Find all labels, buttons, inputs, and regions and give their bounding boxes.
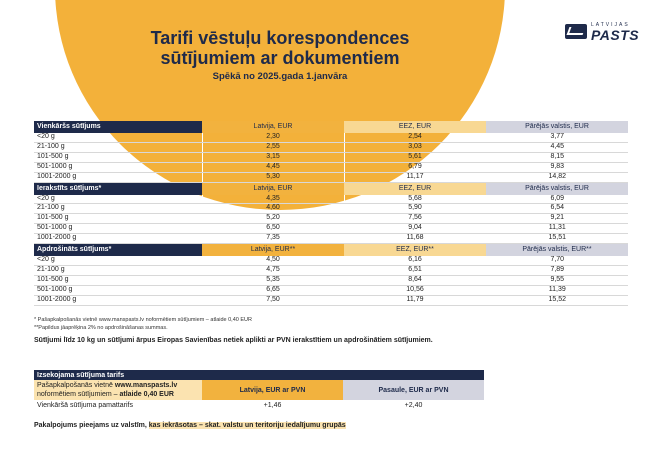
price-cell-latvia: 5,30 [202,172,344,182]
column-header-other: Pārējās valstis, EUR** [486,244,628,257]
price-cell-other: 7,70 [486,256,628,265]
tracked-col-world: Pasaule, EUR ar PVN [343,380,484,400]
section-label: Apdrošināts sūtījums* [34,244,202,257]
tracked-title: Izsekojama sūtījuma tarifs [34,370,484,380]
price-cell-eez: 2,54 [344,133,486,142]
page-title-line2: sūtījumiem ar dokumentiem [160,48,400,68]
tracked-desc-pre: Pašapkalpošanās vietnē [37,382,115,389]
weight-cell: <20 g [34,195,202,204]
section-header-row [34,121,628,133]
weight-cell: <20 g [34,256,202,265]
price-cell-latvia: 4,75 [202,265,344,275]
table-row [34,204,628,214]
column-header-latvia: Latvija, EUR** [202,244,344,257]
price-cell-eez: 11,68 [344,234,486,244]
price-cell-eez: 6,51 [344,265,486,275]
weight-cell: <20 g [34,133,202,142]
latvijas-pasts-logo [565,22,640,43]
column-header-latvia: Latvija, EUR [202,121,344,133]
price-cell-eez: 9,04 [344,224,486,234]
table-row [34,214,628,224]
price-cell-other: 14,82 [486,172,628,182]
price-cell-eez: 5,68 [344,195,486,204]
price-cell-latvia: 5,35 [202,275,344,285]
section-label: Ierakstīts sūtījums* [34,182,202,195]
tracked-tariff-table [34,370,484,410]
price-cell-other: 6,54 [486,204,628,214]
table-row [34,142,628,152]
weight-cell: 101-500 g [34,275,202,285]
price-cell-latvia: 4,60 [202,204,344,214]
price-cell-other: 9,55 [486,275,628,285]
availability-highlight: kas iekrāsotas – skat. valstu un teritoriju iedalījumu grupās [148,422,346,429]
table-row [34,256,628,265]
price-cell-other: 9,83 [486,162,628,172]
availability-pre: Pakalpojums pieejams uz valstīm, [34,422,149,429]
price-cell-other: 7,89 [486,265,628,275]
price-cell-eez: 10,56 [344,285,486,295]
tracked-row-latvia: +1,46 [263,401,282,409]
column-header-other: Pārējās valstis, EUR [486,182,628,195]
footnote-insurance: **Papildus jāaprēķina 2% no apdrošināšanas summas. [34,325,168,331]
table-row [34,265,628,275]
column-header-other: Pārējās valstis, EUR [486,121,628,133]
price-cell-eez: 5,61 [344,152,486,162]
price-cell-other: 15,52 [486,295,628,305]
page-subtitle: Spēkā no 2025.gada 1.janvāra [212,71,348,82]
price-cell-other: 6,09 [486,195,628,204]
price-cell-latvia: 2,55 [202,142,344,152]
column-header-eez: EEZ, EUR [344,182,486,195]
price-cell-other: 8,15 [486,152,628,162]
price-cell-latvia: 2,30 [202,133,344,142]
table-row [34,152,628,162]
table-row [34,162,628,172]
price-cell-eez: 5,90 [344,204,486,214]
availability-note [34,422,346,429]
tracked-description [34,380,202,400]
weight-cell: 21-100 g [34,204,202,214]
price-cell-latvia: 4,35 [202,195,344,204]
weight-cell: 501-1000 g [34,285,202,295]
table-row [34,275,628,285]
column-header-eez: EEZ, EUR** [344,244,486,257]
tracked-desc-line2: noformētiem sūtījumiem – [37,391,120,398]
vat-note: Sūtījumi līdz 10 kg un sūtījumi ārpus Eiropas Savienības netiek aplikti ar PVN ierakstītiem un apdrošinātiem sūtījumiem. [34,337,433,344]
tracked-col-latvia: Latvija, EUR ar PVN [202,380,343,400]
tracked-row [34,400,484,410]
weight-cell: 501-1000 g [34,224,202,234]
price-cell-other: 11,39 [486,285,628,295]
price-cell-other: 11,31 [486,224,628,234]
weight-cell: 101-500 g [34,214,202,224]
table-row [34,224,628,234]
table-row [34,195,628,204]
tracked-desc-discount: atlaide 0,40 EUR [119,391,174,398]
price-cell-eez: 7,56 [344,214,486,224]
table-row [34,295,628,305]
envelope-icon [565,24,587,39]
tracked-row-world: +2,40 [404,401,423,409]
price-cell-other: 15,51 [486,234,628,244]
tariff-table [34,121,628,306]
footnote-discount: * Pašapkalpošanās vietnē www.manspasts.lv noformētiem sūtījumiem – atlaide 0,40 EUR [34,317,252,323]
price-cell-latvia: 4,50 [202,256,344,265]
price-cell-eez: 11,79 [344,295,486,305]
price-cell-latvia: 7,35 [202,234,344,244]
weight-cell: 1001-2000 g [34,295,202,305]
price-cell-latvia: 5,20 [202,214,344,224]
column-header-eez: EEZ, EUR [344,121,486,133]
weight-cell: 501-1000 g [34,162,202,172]
section-header-row [34,244,628,257]
price-cell-other: 4,45 [486,142,628,152]
price-cell-other: 9,21 [486,214,628,224]
tracked-desc-link: www.manspasts.lv [114,382,178,389]
page-title-line1: Tarifi vēstuļu korespondences [150,28,410,48]
weight-cell: 1001-2000 g [34,234,202,244]
weight-cell: 21-100 g [34,142,202,152]
column-header-latvia: Latvija, EUR [202,182,344,195]
table-row [34,133,628,142]
price-cell-latvia: 6,65 [202,285,344,295]
price-cell-eez: 6,79 [344,162,486,172]
logo-top-text: LATVIJAS [591,22,630,28]
price-cell-eez: 8,64 [344,275,486,285]
price-cell-eez: 6,16 [344,256,486,265]
table-row [34,172,628,182]
table-row [34,285,628,295]
price-cell-eez: 3,03 [344,142,486,152]
tracked-row-label: Vienkāršā sūtījuma pamattarifs [37,401,133,409]
price-cell-latvia: 3,15 [202,152,344,162]
table-row [34,234,628,244]
section-header-row [34,182,628,195]
weight-cell: 1001-2000 g [34,172,202,182]
weight-cell: 101-500 g [34,152,202,162]
tracked-subheader-row [34,380,484,400]
section-label: Vienkāršs sūtījums [34,121,202,133]
price-cell-other: 3,77 [486,133,628,142]
logo-word: PASTS [591,27,640,43]
price-cell-eez: 11,17 [344,172,486,182]
tracked-header-row [34,370,484,380]
weight-cell: 21-100 g [34,265,202,275]
price-cell-latvia: 6,50 [202,224,344,234]
price-cell-latvia: 7,50 [202,295,344,305]
price-cell-latvia: 4,45 [202,162,344,172]
